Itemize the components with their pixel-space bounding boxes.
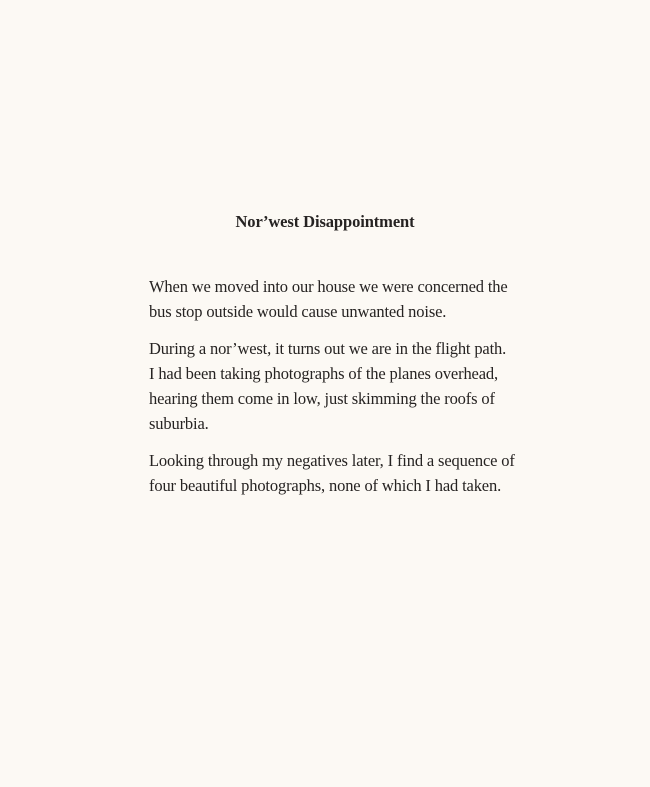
text-line: suburbia.: [149, 414, 209, 434]
text-line: When we moved into our house we were concerned the: [149, 277, 508, 296]
text-line: four beautiful photographs, none of which I had taken.: [149, 476, 502, 496]
page-title: Nor’west Disappointment: [235, 212, 415, 231]
paragraph: [149, 448, 521, 499]
text-line: I had been taking photographs of the planes overhead,: [149, 363, 498, 383]
text-line: bus stop outside would cause unwanted noise.: [149, 302, 447, 322]
text-line: Looking through my negatives later, I find a sequence of: [149, 450, 515, 470]
body-text: [149, 274, 521, 509]
text-line: hearing them come in low, just skimming the roofs of: [149, 389, 495, 409]
paragraph: [149, 274, 521, 325]
text-line: During a nor’west, it turns out we are in the flight path.: [149, 338, 507, 358]
paragraph: [149, 336, 521, 437]
